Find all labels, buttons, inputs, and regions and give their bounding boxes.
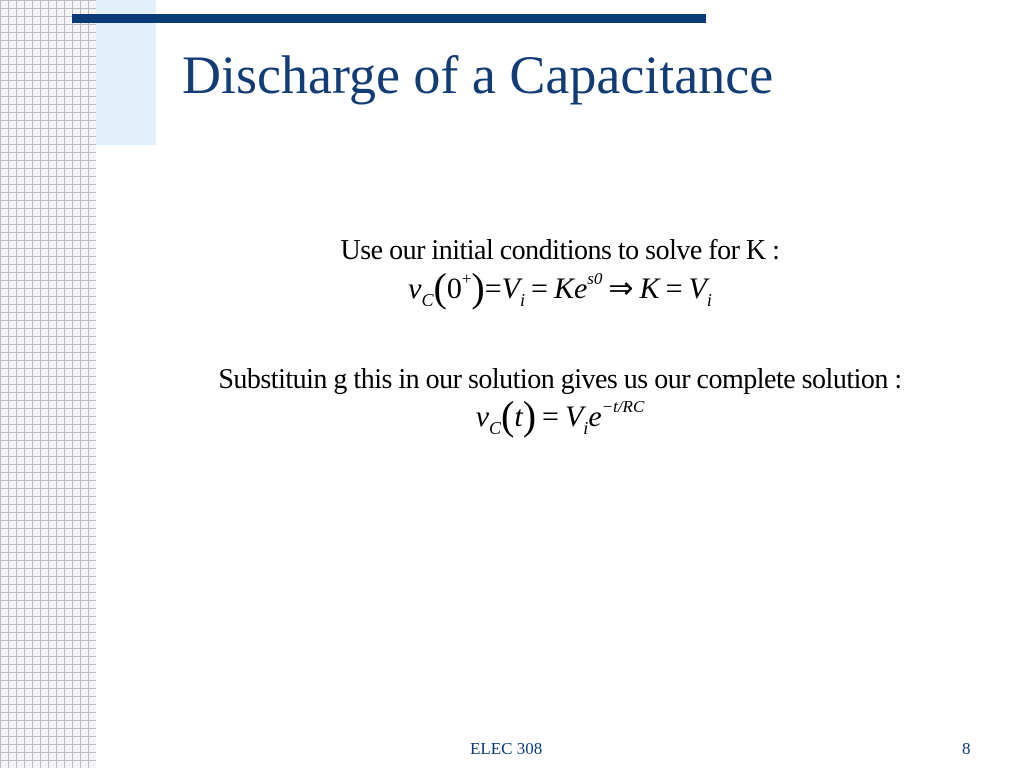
instruction-line-1: Use our initial conditions to solve for K : [340, 235, 780, 266]
eq2-equals: = [542, 400, 559, 433]
eq1-e: e [573, 272, 588, 305]
eq1-Vi-sub: i [520, 290, 526, 310]
eq1-lparen: ( [433, 265, 447, 310]
footer-course-label: ELEC 308 [470, 739, 543, 758]
eq1-v: v [408, 272, 422, 305]
eq2-rparen: ) [522, 393, 537, 438]
slide-body [96, 235, 1024, 438]
eq1-equals-2: = [531, 272, 548, 305]
eq1-rparen: ) [471, 265, 485, 310]
eq1-v-sub: C [421, 290, 434, 310]
eq2-v: v [475, 400, 490, 433]
equation-initial-condition [96, 265, 1024, 310]
eq1-equals: = [484, 272, 502, 305]
eq2-e-sup: −t/RC [601, 397, 645, 416]
slide-title: Discharge of a Capacitance [182, 45, 774, 105]
eq1-Vi: V [501, 272, 520, 305]
eq2-arg: t [514, 400, 523, 433]
equation-complete-solution [96, 393, 1024, 438]
eq2-v-sub: C [489, 418, 502, 438]
eq1-K2: K [639, 272, 660, 305]
eq1-arg-sup: + [461, 269, 472, 288]
eq2-Vi-sub: i [583, 418, 589, 438]
eq1-equals-3: = [665, 272, 683, 305]
eq1-K: K [553, 272, 574, 305]
eq1-implies-symbol: ⇒ [608, 272, 634, 305]
eq1-arg: 0 [446, 272, 462, 305]
eq2-Vi: V [564, 400, 584, 433]
footer-page-number: 8 [962, 739, 971, 758]
eq2-lparen: ( [501, 393, 515, 438]
instruction-line-2: Substituin g this in our solution gives us our complete solution : [218, 364, 902, 395]
grid-pattern-strip [0, 0, 96, 768]
eq1-Vi2: V [688, 272, 707, 305]
title-rule [72, 14, 706, 23]
eq1-Vi2-sub: i [706, 290, 712, 310]
eq2-e: e [588, 400, 602, 433]
eq1-e-sup: s0 [587, 269, 603, 288]
